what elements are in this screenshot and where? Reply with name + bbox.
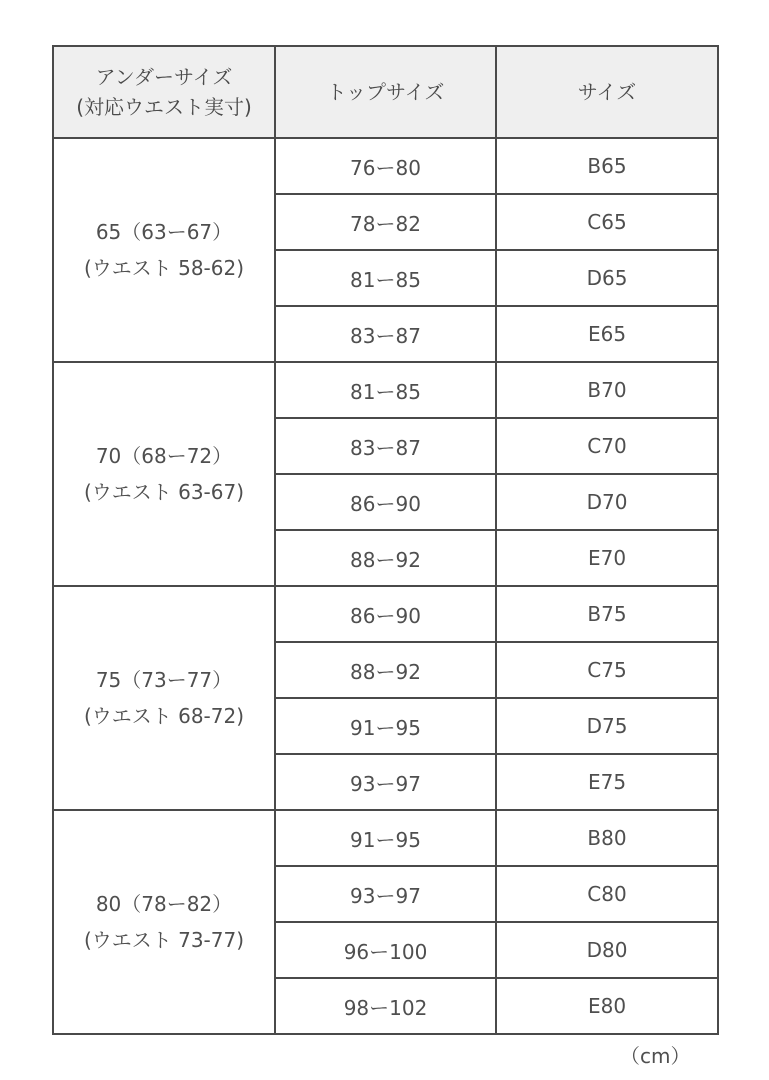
under-size-value: 80（78ー82） (95, 892, 233, 916)
under-size-cell (53, 810, 275, 1034)
under-size-value: 70（68ー72） (95, 444, 233, 468)
size-cell: C80 (496, 866, 718, 922)
top-size-cell: 78ー82 (275, 194, 496, 250)
table-row (53, 586, 718, 642)
header-under-size (53, 46, 275, 138)
size-cell: C65 (496, 194, 718, 250)
under-size-cell (53, 586, 275, 810)
header-size: サイズ (496, 46, 718, 138)
size-cell: D70 (496, 474, 718, 530)
under-size-cell (53, 362, 275, 586)
waist-range: (ウエスト 68-72) (83, 704, 245, 728)
size-cell: B70 (496, 362, 718, 418)
top-size-cell: 88ー92 (275, 642, 496, 698)
size-cell: E75 (496, 754, 718, 810)
table-row (53, 362, 718, 418)
top-size-cell: 86ー90 (275, 586, 496, 642)
top-size-cell: 88ー92 (275, 530, 496, 586)
size-cell: D75 (496, 698, 718, 754)
top-size-cell: 76ー80 (275, 138, 496, 194)
size-table (52, 45, 719, 1035)
header-under-size-sublabel: (対応ウエスト実寸) (76, 95, 252, 119)
top-size-cell: 93ー97 (275, 866, 496, 922)
size-cell: E70 (496, 530, 718, 586)
header-row (53, 46, 718, 138)
under-size-cell (53, 138, 275, 362)
size-cell: B65 (496, 138, 718, 194)
size-cell: E80 (496, 978, 718, 1034)
top-size-cell: 91ー95 (275, 810, 496, 866)
top-size-cell: 83ー87 (275, 306, 496, 362)
top-size-cell: 93ー97 (275, 754, 496, 810)
waist-range: (ウエスト 63-67) (83, 480, 245, 504)
size-cell: C70 (496, 418, 718, 474)
header-under-size-label: アンダーサイズ (95, 65, 233, 89)
table-row (53, 810, 718, 866)
table-row (53, 138, 718, 194)
size-cell: B80 (496, 810, 718, 866)
top-size-cell: 81ー85 (275, 362, 496, 418)
top-size-cell: 91ー95 (275, 698, 496, 754)
top-size-cell: 98ー102 (275, 978, 496, 1034)
size-cell: E65 (496, 306, 718, 362)
under-size-value: 65（63ー67） (95, 220, 233, 244)
size-cell: D80 (496, 922, 718, 978)
top-size-cell: 83ー87 (275, 418, 496, 474)
size-chart (52, 45, 717, 1035)
top-size-cell: 81ー85 (275, 250, 496, 306)
under-size-value: 75（73ー77） (95, 668, 233, 692)
size-cell: C75 (496, 642, 718, 698)
waist-range: (ウエスト 73-77) (83, 928, 245, 952)
top-size-cell: 86ー90 (275, 474, 496, 530)
header-top-size: トップサイズ (275, 46, 496, 138)
unit-note: （cm） (620, 1044, 691, 1068)
waist-range: (ウエスト 58-62) (83, 256, 245, 280)
top-size-cell: 96ー100 (275, 922, 496, 978)
size-cell: D65 (496, 250, 718, 306)
size-cell: B75 (496, 586, 718, 642)
